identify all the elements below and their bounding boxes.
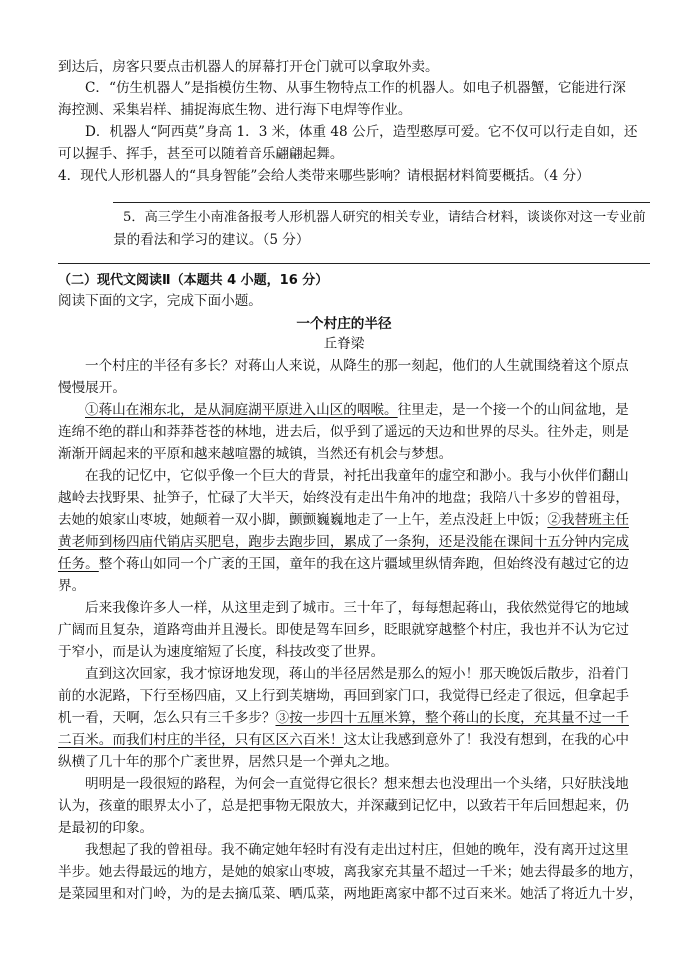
article-title: 一个村庄的半径 — [296, 316, 392, 332]
p5-line-4-rest: 这太让我感到意外了！我没有想到，在我的心中 — [343, 732, 629, 748]
p3-line-6: 界。 — [58, 578, 86, 594]
p5-line-3 — [58, 708, 629, 728]
option-c-line-2: 海控测、采集岩样、捕捉海底生物、进行海下电焊等作业。 — [58, 102, 412, 118]
p3-line-3-plain: 去她的娘家山枣坡，她颠着一双小脚，颤颤巍巍地走了一上午，差点没赶上中饭； — [58, 512, 548, 528]
p6-line-2: 认为，孩童的眼界太小了，总是把事物无限放大，并深藏到记忆中，以致若干年后回想起来，仍 — [58, 798, 629, 814]
underlined-sentence-2-mid: 黄老师到杨四庙代销店买肥皂，跑步去跑步回，累成了一条狗，还是没能在课间十五分钟内完成 — [58, 534, 629, 550]
p3-line-1: 在我的记忆中，它似乎像一个巨大的背景，衬托出我童年的虚空和渺小。我与小伙伴们翻山 — [85, 468, 629, 484]
answer-box-top-rule — [113, 202, 650, 203]
article-author: 丘脊梁 — [323, 336, 365, 352]
question-4: 4．现代人形机器人的“具身智能”会给人类带来哪些影响？请根据材料简要概括。（4 分） — [58, 168, 590, 184]
p6-line-1: 明明是一段很短的路程，为何会一直觉得它很长？想来想去也没理出一个头绪，只好肤浅地 — [85, 776, 629, 792]
p5-line-5: 纵横了几十年的那个广袤世界，居然只是一个弹丸之地。 — [58, 754, 398, 770]
p4-line-1: 后来我像许多人一样，从这里走到了城市。三十年了，每每想起蒋山，我依然觉得它的地域 — [85, 600, 629, 616]
section-title: （二）现代文阅读Ⅱ（本题共 4 小题，16 分） — [58, 273, 329, 288]
p7-line-1: 我想起了我的曾祖母。我不确定她年轻时有没有走出过村庄，但她的晚年，没有离开过这里 — [85, 842, 629, 858]
option-d-line-1: D．机器人“阿西莫”身高 1．3 米，体重 48 公斤，造型憨厚可爱。它不仅可以行走自如，还 — [85, 124, 638, 140]
p4-line-2: 广阔而且复杂，道路弯曲并且漫长。即使是驾车回乡，眨眼就穿越整个村庄，我也并不认为它过 — [58, 622, 629, 638]
p3-line-5 — [58, 554, 629, 574]
p2-line-2: 连绵不绝的群山和莽莽苍苍的林地，进去后，似乎到了遥远的天边和世界的尽头。往外走，则是 — [58, 424, 629, 440]
p5-line-2: 前的水泥路，下行至杨四庙，又上行到芙塘坳，再回到家门口，我觉得已经走了很远，但拿起手 — [58, 688, 629, 704]
p2-line-3: 渐渐开阔起来的平原和越来越喧嚣的城镇，当然还有机会与梦想。 — [58, 446, 453, 462]
answer-box-bottom-rule — [58, 263, 650, 264]
p6-line-3: 是最初的印象。 — [58, 820, 154, 836]
underlined-sentence-1: ①蒋山在湘东北，是从洞庭湖平原进入山区的咽喉。 — [85, 402, 398, 418]
p5-line-3-plain: 机一看，天啊，怎么只有三千多步？ — [58, 710, 276, 726]
p2-line-1 — [85, 400, 629, 420]
p3-line-2: 越岭去找野果、扯笋子，忙碌了大半天，始终没有走出牛角冲的地盘；我陪八十多岁的曾祖母， — [58, 490, 629, 506]
reading-instruction: 阅读下面的文字，完成下面小题。 — [58, 293, 262, 309]
p3-line-4 — [58, 532, 629, 552]
p2-line-1-rest: 往里走，是一个接一个的山间盆地，是 — [397, 402, 629, 418]
question-5-line-2: 景的看法和学习的建议。（5 分） — [113, 232, 310, 248]
option-c-line-1: C．“仿生机器人”是指模仿生物、从事生物特点工作的机器人。如电子机器蟹，它能进行深 — [85, 80, 626, 96]
p3-line-3 — [58, 510, 629, 530]
underlined-sentence-3-end: 二百米。而我们村庄的半径，只有区区六百米！ — [58, 732, 344, 748]
option-b-tail: 到达后，房客只要点击机器人的屏幕打开仓门就可以拿取外卖。 — [58, 59, 439, 75]
p5-line-4 — [58, 730, 629, 750]
underlined-sentence-3-start: ③按一步四十五厘米算，整个蒋山的长度，充其量不过一千 — [275, 710, 629, 726]
p1-line-2: 慢慢展开。 — [58, 380, 126, 396]
question-5-line-1: 5．高三学生小南准备报考人形机器人研究的相关专业，请结合材料，谈谈你对这一专业前 — [123, 210, 646, 225]
p3-line-5-rest: 整个蒋山如同一个广袤的王国，童年的我在这片疆域里纵情奔跑，但始终没有越过它的边 — [98, 556, 629, 572]
p7-line-2: 半步。她去得最远的地方，是她的娘家山枣坡，离我家充其量不超过一千米；她去得最多的地方， — [58, 864, 643, 880]
p1-line-1: 一个村庄的半径有多长？对蒋山人来说，从降生的那一刻起，他们的人生就围绕着这个原点 — [85, 358, 629, 374]
underlined-sentence-2-end: 任务。 — [58, 556, 99, 572]
underlined-sentence-2-start: ②我替班主任 — [547, 512, 629, 528]
p4-line-3: 于窄小，而是认为速度缩短了长度，科技改变了世界。 — [58, 644, 385, 660]
p7-line-3: 是菜园里和对门岭，为的是去摘瓜菜、晒瓜菜，两地距离家中都不过百来米。她活了将近九十岁， — [58, 886, 643, 902]
option-d-line-2: 可以握手、挥手，甚至可以随着音乐翩翩起舞。 — [58, 146, 344, 162]
p5-line-1: 直到这次回家，我才惊讶地发现，蒋山的半径居然是那么的短小！那天晚饭后散步，沿着门 — [85, 666, 629, 682]
